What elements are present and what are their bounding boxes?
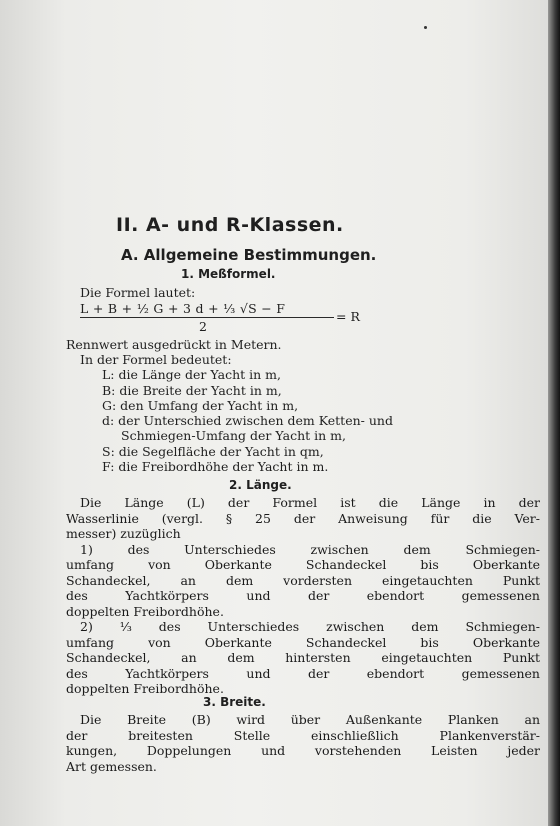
definition-item: L: die Länge der Yacht in m, [102, 367, 282, 382]
laenge-paragraph [66, 495, 540, 697]
text-line: Die Länge (L) der Formel ist die Länge in der [80, 495, 540, 510]
text-line: des Yachtkörpers und der ebendort gemessenen [66, 588, 540, 603]
definition-item: B: die Breite der Yacht in m, [102, 383, 282, 398]
text-line: umfang von Oberkante Schandeckel bis Oberkante [66, 557, 540, 572]
text-line: kungen, Doppelungen und vorstehenden Leisten jeder [66, 743, 540, 758]
text-line: Schandeckel, an dem vordersten eingetauchten Punkt [66, 572, 540, 588]
definition-item: d: der Unterschied zwischen dem Ketten- und [102, 413, 393, 428]
text-line: 1) des Unterschiedes zwischen dem Schmiegen- [80, 541, 540, 557]
text-line: messer) zuzüglich [66, 526, 181, 541]
text-line: Wasserlinie (vergl. § 25 der Anweisung für die Ver- [66, 510, 540, 526]
definition-item: F: die Freibordhöhe der Yacht in m. [102, 459, 329, 474]
definition-item: G: den Umfang der Yacht in m, [102, 398, 299, 413]
book-spine-edge [548, 0, 560, 826]
fraction-line [80, 317, 334, 318]
definition-item: S: die Segelfläche der Yacht in qm, [102, 444, 324, 459]
chapter-title: II. A- und R-Klassen. [116, 214, 344, 236]
text-line: doppelten Freibordhöhe. [66, 681, 224, 696]
subsection-title-laenge: 2. Länge. [229, 478, 292, 492]
rennwert-line: Rennwert ausgedrückt in Metern. [66, 337, 282, 352]
formula-denominator: 2 [199, 319, 207, 334]
paper-speck [424, 26, 427, 29]
subsection-title-messformel: 1. Meßformel. [181, 267, 276, 281]
subsection-title-breite: 3. Breite. [203, 695, 266, 709]
definitions-intro: In der Formel bedeutet: [80, 352, 232, 367]
formula-result: = R [336, 309, 360, 324]
section-title: A. Allgemeine Bestimmungen. [121, 246, 377, 264]
breite-paragraph [66, 712, 540, 774]
formula-numerator: L + B + ½ G + 3 d + ⅓ √S − F [80, 301, 286, 316]
text-line: der breitesten Stelle einschließlich Plankenverstär- [66, 727, 540, 743]
text-line: umfang von Oberkante Schandeckel bis Oberkante [66, 634, 540, 650]
text-line: Schandeckel, an dem hintersten eingetauchten Punkt [66, 650, 540, 665]
formula-intro: Die Formel lautet: [80, 285, 196, 300]
text-line: Art gemessen. [66, 758, 157, 774]
text-line: Die Breite (B) wird über Außenkante Planken an [80, 712, 540, 727]
text-line: doppelten Freibordhöhe. [66, 603, 224, 619]
definition-item: Schmiegen-Umfang der Yacht in m, [121, 428, 347, 443]
text-line: 2) ⅓ des Unterschiedes zwischen dem Schmiegen- [80, 619, 540, 634]
text-line: des Yachtkörpers und der ebendort gemessenen [66, 665, 540, 681]
